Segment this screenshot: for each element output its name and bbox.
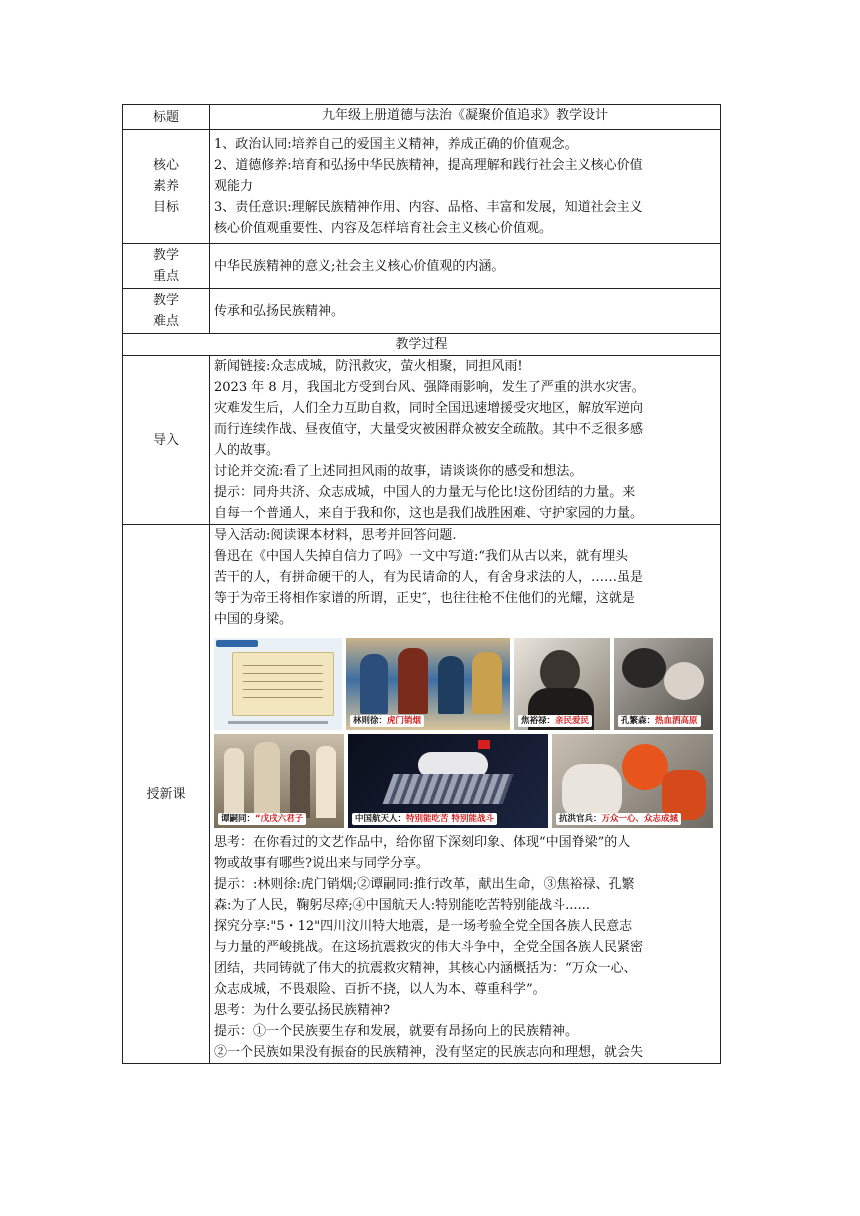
photo-jiao-yulu [514, 638, 610, 730]
intro-line: 灾难发生后，人们全力互助自救，同时全国迅速增援受灾地区，解放军逆向 [214, 401, 644, 416]
core-line: 1、政治认同:培养自己的爱国主义精神，养成正确的价值观念。 [214, 137, 578, 152]
core-content [210, 130, 721, 244]
textbook-page-image [214, 638, 342, 730]
intro-label: 导入 [123, 356, 210, 525]
newlesson-line: 森:为了人民，鞠躬尽瘁;④中国航天人:特别能吃苦特别能战斗...... [214, 898, 590, 913]
intro-line: 讨论并交流:看了上述同担风雨的故事，请谈谈你的感受和想法。 [214, 464, 583, 479]
newlesson-row [123, 525, 721, 1064]
newlesson-line: 提示：:林则徐:虎门销烟;②谭嗣同:推行改革，献出生命，③焦裕禄、孔繁 [214, 877, 635, 892]
photo-collage [214, 638, 716, 828]
title-value: 九年级上册道德与法治《凝聚价值追求》教学设计 [210, 105, 721, 130]
focus-label: 教学 重点 [123, 244, 210, 289]
intro-line: 自每一个普通人，来自于我和你，这也是我们战胜困难、守护家园的力量。 [214, 506, 644, 521]
intro-line: 人的故事。 [214, 443, 280, 458]
newlesson-line: ②一个民族如果没有振奋的民族精神，没有坚定的民族志向和理想，就会失 [214, 1045, 644, 1060]
caption-tan-sitong: 谭嗣同：“戊戌六君子 [218, 813, 306, 825]
intro-line: 新闻链接:众志成城，防汛救灾，萤火相聚，同担风雨! [214, 359, 523, 374]
caption-lin-zexu: 林则徐：虎门销烟 [350, 715, 424, 727]
photo-lin-zexu [346, 638, 510, 730]
newlesson-line: 提示：①一个民族要生存和发展，就要有昂扬向上的民族精神。 [214, 1024, 579, 1039]
focus-row [123, 244, 721, 289]
caption-kong-fansen: 孔繁森：热血洒高原 [618, 715, 701, 727]
intro-line: 提示：同舟共济、众志成城，中国人的力量无与伦比!这份团结的力量。来 [214, 485, 636, 500]
intro-row [123, 356, 721, 525]
lesson-plan-table [122, 104, 721, 1064]
intro-line: 2023 年 8 月，我国北方受到台风、强降雨影响，发生了严重的洪水灾害。 [214, 380, 645, 395]
photo-kong-fansen [614, 638, 713, 730]
newlesson-line: 物或故事有哪些?说出来与同学分享。 [214, 856, 429, 871]
intro-content [210, 356, 721, 525]
process-header-row [123, 334, 721, 356]
newlesson-line: 导入活动:阅读课本材料，思考并回答问题. [214, 528, 457, 543]
core-line: 2、道德修养:培育和弘扬中华民族精神，提高理解和践行社会主义核心价值 [214, 158, 643, 173]
newlesson-line: 中国的身梁。 [214, 612, 293, 627]
newlesson-line: 鲁迅在《中国人失掉自信力了吗》一文中写道:“我们从古以来，就有埋头 [214, 549, 629, 564]
newlesson-line: 思考：为什么要弘扬民族精神? [214, 1003, 390, 1018]
photo-tan-sitong [214, 734, 344, 828]
book-tag-icon [216, 640, 258, 647]
newlesson-line: 团结，共同铸就了伟大的抗震救灾精神，其核心内涵概括为：“万众一心、 [214, 961, 637, 976]
caption-flood-soldiers: 抗洪官兵：万众一心、众志成城 [556, 813, 681, 825]
newlesson-content [210, 525, 721, 1064]
focus-value: 中华民族精神的意义;社会主义核心价值观的内涵。 [210, 244, 721, 289]
newlesson-line: 思考：在你看过的文艺作品中，给你留下深刻印象、体现“中国脊梁”的人 [214, 835, 631, 850]
newlesson-line: 众志成城，不畏艰险、百折不挠，以人为本、尊重科学”。 [214, 982, 546, 997]
core-line: 观能力 [214, 179, 254, 194]
newlesson-line: 苦干的人，有拼命硬干的人，有为民请命的人，有舍身求法的人，……虽是 [214, 570, 644, 585]
newlesson-label: 授新课 [123, 525, 210, 1064]
intro-line: 而行连续作战、昼夜值守，大量受灾被困群众被安全疏散。其中不乏很多感 [214, 422, 644, 437]
difficulty-label: 教学 难点 [123, 289, 210, 334]
difficulty-row [123, 289, 721, 334]
core-line: 核心价值观重要性、内容及怎样培育社会主义核心价值观。 [214, 221, 553, 236]
process-header: 教学过程 [123, 334, 721, 356]
title-label: 标题 [123, 105, 210, 130]
book-icon [232, 652, 334, 716]
newlesson-line: 等于为帝王将相作家谱的所谓，正史″，也往往枪不住他们的光耀，这就是 [214, 591, 635, 606]
difficulty-value: 传承和弘扬民族精神。 [210, 289, 721, 334]
core-row [123, 130, 721, 244]
newlesson-line: 与力量的严峻挑战。在这场抗震救灾的伟大斗争中，全党全国各族人民紧密 [214, 940, 644, 955]
title-row [123, 105, 721, 130]
core-label: 核心 素养 目标 [123, 130, 210, 244]
caption-jiao-yulu: 焦裕禄：亲民爱民 [518, 715, 592, 727]
core-line: 3、责任意识:理解民族精神作用、内容、品格、丰富和发展，知道社会主义 [214, 200, 643, 215]
photo-astronauts [348, 734, 548, 828]
newlesson-line: 探究分享:"5・12"四川汶川特大地震，是一场考验全党全国各族人民意志 [214, 919, 633, 934]
caption-astronauts: 中国航天人：特别能吃苦 特别能战斗 [352, 813, 497, 825]
photo-flood-soldiers [552, 734, 713, 828]
